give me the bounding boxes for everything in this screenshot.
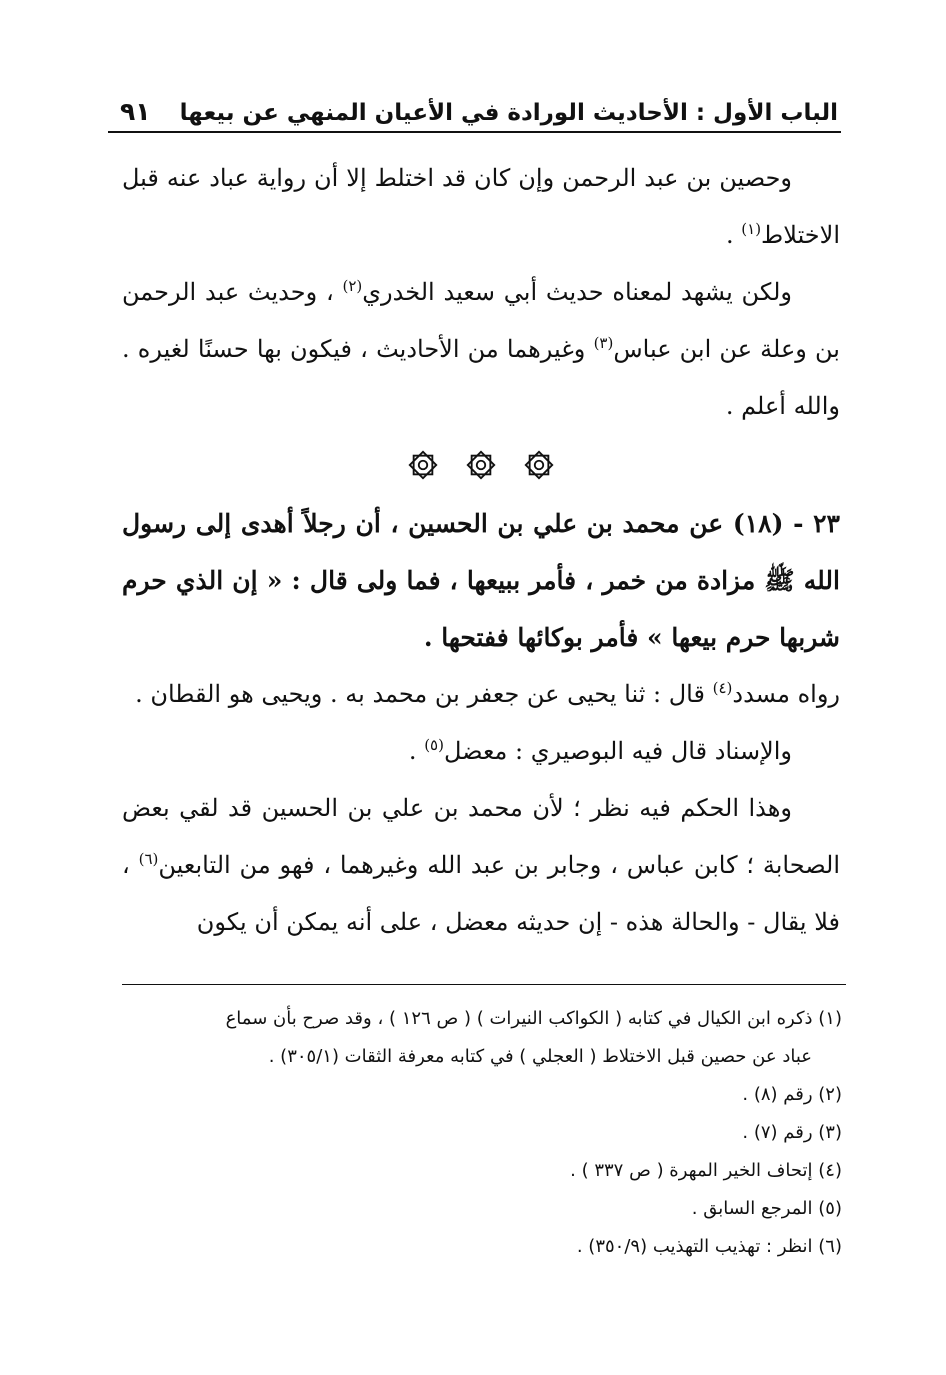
paragraph-3: رواه مسدد$^{(٤)}$ قال : ثنا يحيى عن جعفر بن محمد به . ويحيى هو القطان . [135,679,840,708]
paragraph-5: وهذا الحكم فيه نظر ؛ لأن محمد بن علي بن الحسين قد لقي بعض الصحابة ؛ كابن عباس ، وجابر بن عبد الله وغيرهما ، فهو من التابعين$^{(٦)}$ ، فلا يقال - والحالة هذه - إن حديثه معضل ، على أنه يمكن أن يكون [122,794,841,936]
paragraph-1: وحصين بن عبد الرحمن وإن كان قد اختلط إلا أن رواية عباد عنه قبل الاختلاط$^{(١)}$ . [122,164,840,249]
page-number: ٩١ [120,97,151,126]
eight-point-star-icon [522,448,556,482]
footnote-ref-4: (٤) [712,679,733,697]
footnote-6: (٦) انظر : تهذيب التهذيب (٣٥٠/٩) . [576,1236,842,1257]
footnote-2: (٢) رقم (٨) . [742,1084,842,1105]
footnote-3: (٣) رقم (٧) . [742,1122,842,1143]
eight-point-star-icon [464,448,498,482]
section-ornament [122,435,840,495]
hadith-23: ٢٣ - (١٨) عن محمد بن علي بن الحسين ، أن رجلاً أهدى إلى رسول الله ﷺ مزادة من خمر ، فأمر ببيعها ، فما ولى قال : « إن الذي حرم شربها حرم بيعها » فأمر بوكائها ففتحها . [122,509,840,652]
footnote-ref-2: (٢) [342,277,363,295]
footnote-ref-6: (٦) [138,850,159,868]
footnote-5: (٥) المرجع السابق . [691,1198,842,1219]
footnote-ref-5: (٥) [424,736,444,754]
main-text [122,150,840,951]
footnote-4: (٤) إتحاف الخير المهرة ( ص ٣٣٧ ) . [570,1160,842,1181]
chapter-title: الباب الأول : الأحاديث الورادة في الأعيان المنهي عن بيعها [179,100,838,126]
paragraph-4: والإسناد قال فيه البوصيري : معضل$^{(٥)}$ . [408,736,792,765]
footnote-ref-3: (٣) [593,334,614,352]
header-rule [108,131,841,133]
footnote-1-continuation: عباد عن حصين قبل الاختلاط ( العجلي ) في كتابه معرفة الثقات (٣٠٥/١) . [268,1046,812,1067]
paragraph-2: ولكن يشهد لمعناه حديث أبي سعيد الخدري$^{(٢)}$ ، وحديث عبد الرحمن بن وعلة عن ابن عباس$^{(٣)}$ وغيرهما من الأحاديث ، فيكون بها حسنًا لغيره . والله أعلم . [122,277,840,420]
eight-point-star-icon [406,448,440,482]
footnotes [122,1000,842,1266]
footnote-ref-1: (١) [741,220,762,238]
footnote-separator [122,984,846,985]
running-header [120,88,838,126]
footnote-1: (١) ذكره ابن الكيال في كتابه ( الكواكب النيرات ) ( ص ١٢٦ ) ، وقد صرح بأن سماع [225,1008,842,1029]
